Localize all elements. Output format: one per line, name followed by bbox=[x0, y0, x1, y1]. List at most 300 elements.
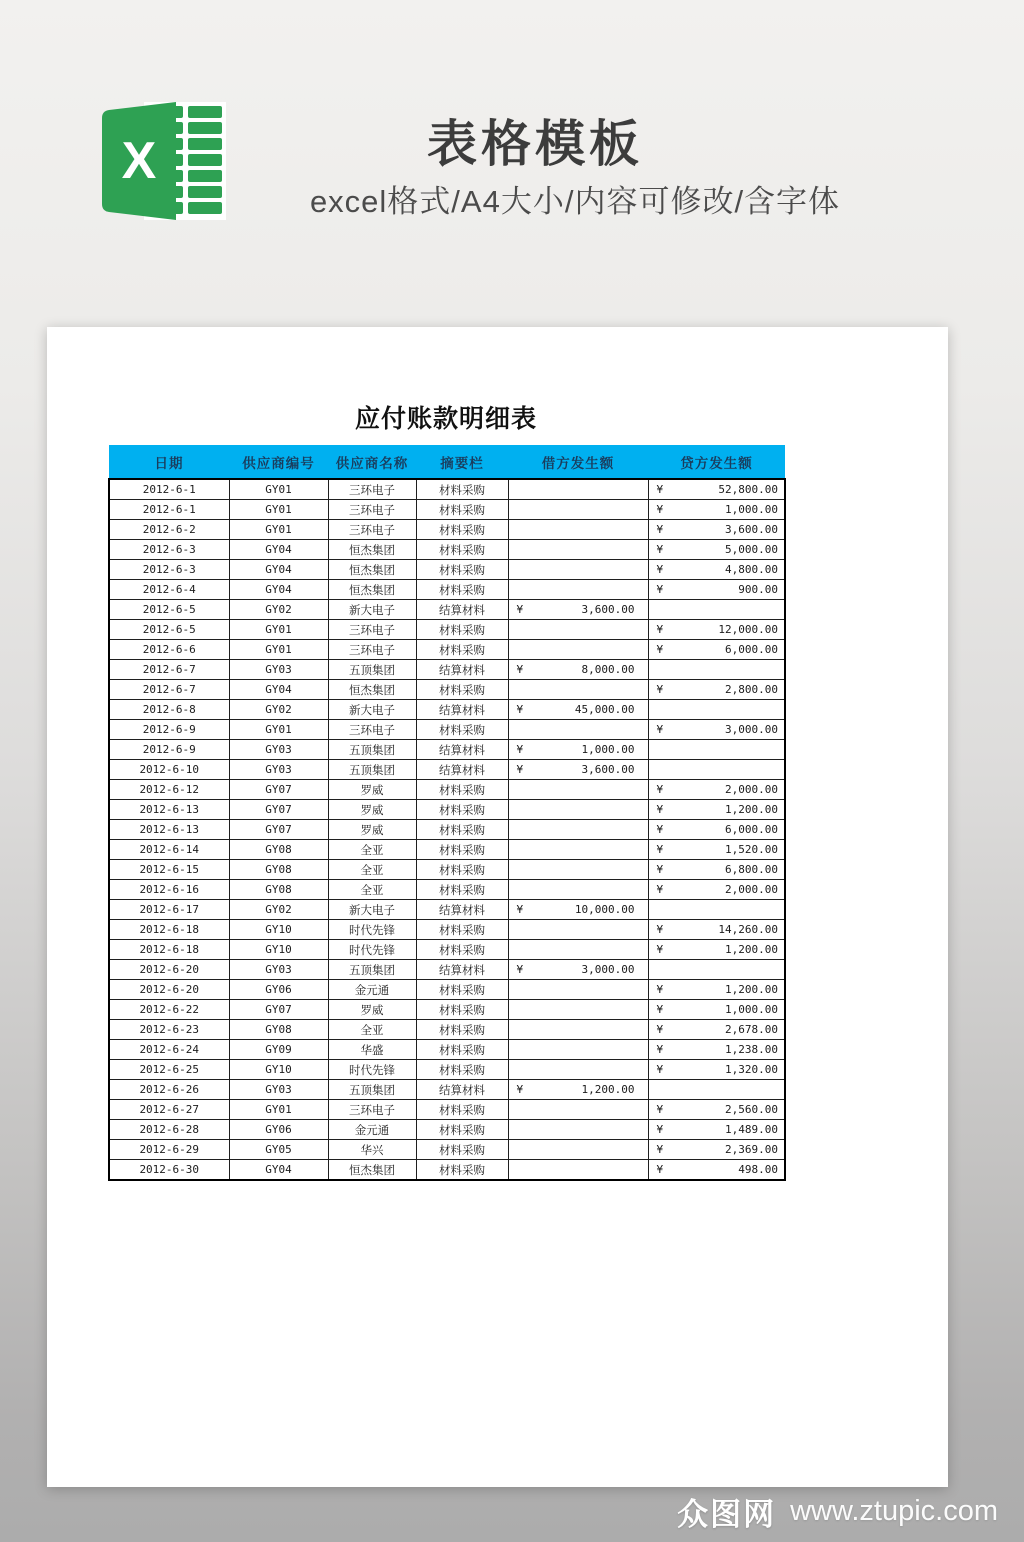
credit-amount: 14,260.00 bbox=[718, 923, 778, 936]
cell-supplier-name: 三环电子 bbox=[328, 620, 416, 640]
currency-symbol: ¥ bbox=[656, 1003, 664, 1016]
excel-x-letter: X bbox=[121, 132, 157, 190]
table-row bbox=[109, 1160, 785, 1181]
cell-credit bbox=[648, 1000, 785, 1020]
cell-supplier-code: GY04 bbox=[229, 680, 328, 700]
cell-supplier-code: GY03 bbox=[229, 760, 328, 780]
cell-date: 2012-6-13 bbox=[109, 800, 229, 820]
table-row bbox=[109, 660, 785, 680]
cell-supplier-name: 全亚 bbox=[328, 840, 416, 860]
currency-symbol: ¥ bbox=[656, 583, 664, 596]
cell-supplier-code: GY07 bbox=[229, 1000, 328, 1020]
currency-symbol: ¥ bbox=[656, 983, 664, 996]
header-row bbox=[109, 445, 785, 479]
table-row bbox=[109, 960, 785, 980]
cell-supplier-code: GY10 bbox=[229, 940, 328, 960]
cell-summary: 材料采购 bbox=[416, 880, 508, 900]
cell-date: 2012-6-14 bbox=[109, 840, 229, 860]
table-row bbox=[109, 580, 785, 600]
cell-debit bbox=[508, 860, 648, 880]
table-row bbox=[109, 1120, 785, 1140]
cell-supplier-name: 时代先锋 bbox=[328, 940, 416, 960]
currency-symbol: ¥ bbox=[656, 1143, 664, 1156]
credit-amount: 1,200.00 bbox=[725, 983, 778, 996]
cell-debit bbox=[508, 1160, 648, 1181]
column-header: 借方发生额 bbox=[508, 445, 648, 479]
cell-debit bbox=[508, 700, 648, 720]
credit-amount: 1,000.00 bbox=[725, 503, 778, 516]
cell-summary: 结算材料 bbox=[416, 600, 508, 620]
cell-supplier-name: 全亚 bbox=[328, 1020, 416, 1040]
debit-amount: 3,600.00 bbox=[581, 763, 635, 776]
cell-debit bbox=[508, 1040, 648, 1060]
cell-credit bbox=[648, 520, 785, 540]
cell-summary: 材料采购 bbox=[416, 1020, 508, 1040]
cell-summary: 材料采购 bbox=[416, 479, 508, 500]
cell-credit bbox=[648, 680, 785, 700]
cell-summary: 结算材料 bbox=[416, 900, 508, 920]
cell-summary: 结算材料 bbox=[416, 660, 508, 680]
currency-symbol: ¥ bbox=[516, 703, 524, 716]
cell-supplier-name: 恒杰集团 bbox=[328, 560, 416, 580]
cell-credit bbox=[648, 720, 785, 740]
credit-amount: 2,800.00 bbox=[725, 683, 778, 696]
cell-date: 2012-6-5 bbox=[109, 600, 229, 620]
column-header: 日期 bbox=[109, 445, 229, 479]
cell-date: 2012-6-29 bbox=[109, 1140, 229, 1160]
currency-symbol: ¥ bbox=[656, 623, 664, 636]
banner-title: 表格模板 bbox=[427, 116, 643, 172]
cell-credit bbox=[648, 940, 785, 960]
cell-supplier-code: GY02 bbox=[229, 600, 328, 620]
cell-supplier-code: GY07 bbox=[229, 800, 328, 820]
currency-symbol: ¥ bbox=[516, 1083, 524, 1096]
table-row bbox=[109, 760, 785, 780]
currency-symbol: ¥ bbox=[656, 1123, 664, 1136]
cell-debit bbox=[508, 1060, 648, 1080]
cell-supplier-code: GY08 bbox=[229, 1020, 328, 1040]
cell-debit bbox=[508, 780, 648, 800]
cell-summary: 结算材料 bbox=[416, 960, 508, 980]
credit-amount: 1,200.00 bbox=[725, 943, 778, 956]
cell-debit bbox=[508, 620, 648, 640]
currency-symbol: ¥ bbox=[656, 883, 664, 896]
cell-supplier-name: 全亚 bbox=[328, 860, 416, 880]
credit-amount: 6,000.00 bbox=[725, 643, 778, 656]
cell-debit bbox=[508, 680, 648, 700]
cell-supplier-name: 恒杰集团 bbox=[328, 580, 416, 600]
currency-symbol: ¥ bbox=[656, 843, 664, 856]
cell-summary: 结算材料 bbox=[416, 1080, 508, 1100]
cell-summary: 材料采购 bbox=[416, 540, 508, 560]
credit-amount: 5,000.00 bbox=[725, 543, 778, 556]
table-row bbox=[109, 620, 785, 640]
credit-amount: 498.00 bbox=[738, 1163, 778, 1176]
cell-summary: 结算材料 bbox=[416, 700, 508, 720]
cell-debit bbox=[508, 500, 648, 520]
table-row bbox=[109, 1040, 785, 1060]
cell-summary: 结算材料 bbox=[416, 740, 508, 760]
debit-amount: 1,000.00 bbox=[581, 743, 635, 756]
cell-debit bbox=[508, 600, 648, 620]
cell-summary: 材料采购 bbox=[416, 680, 508, 700]
cell-summary: 材料采购 bbox=[416, 980, 508, 1000]
cell-date: 2012-6-20 bbox=[109, 980, 229, 1000]
currency-symbol: ¥ bbox=[656, 523, 664, 536]
cell-date: 2012-6-24 bbox=[109, 1040, 229, 1060]
table-row bbox=[109, 860, 785, 880]
table-row bbox=[109, 720, 785, 740]
cell-supplier-name: 罗威 bbox=[328, 820, 416, 840]
cell-summary: 材料采购 bbox=[416, 1120, 508, 1140]
cell-debit bbox=[508, 1000, 648, 1020]
cell-supplier-name: 五顶集团 bbox=[328, 1080, 416, 1100]
cell-supplier-name: 时代先锋 bbox=[328, 1060, 416, 1080]
cell-supplier-name: 三环电子 bbox=[328, 500, 416, 520]
cell-credit bbox=[648, 840, 785, 860]
banner bbox=[0, 0, 1024, 240]
cell-credit bbox=[648, 1020, 785, 1040]
sheet-table bbox=[108, 445, 784, 1181]
cell-date: 2012-6-7 bbox=[109, 660, 229, 680]
cell-summary: 材料采购 bbox=[416, 640, 508, 660]
credit-amount: 2,560.00 bbox=[725, 1103, 778, 1116]
cell-supplier-name: 三环电子 bbox=[328, 640, 416, 660]
currency-symbol: ¥ bbox=[656, 563, 664, 576]
credit-amount: 1,520.00 bbox=[725, 843, 778, 856]
a4-page bbox=[47, 327, 948, 1487]
credit-amount: 1,200.00 bbox=[725, 803, 778, 816]
cell-date: 2012-6-28 bbox=[109, 1120, 229, 1140]
table-row bbox=[109, 700, 785, 720]
cell-summary: 材料采购 bbox=[416, 620, 508, 640]
table-row bbox=[109, 560, 785, 580]
sheet-title: 应付账款明细表 bbox=[354, 405, 537, 433]
cell-date: 2012-6-25 bbox=[109, 1060, 229, 1080]
cell-debit bbox=[508, 820, 648, 840]
cell-debit bbox=[508, 660, 648, 680]
cell-summary: 材料采购 bbox=[416, 720, 508, 740]
table-row bbox=[109, 980, 785, 1000]
table-row bbox=[109, 680, 785, 700]
table-row bbox=[109, 1100, 785, 1120]
cell-supplier-code: GY01 bbox=[229, 640, 328, 660]
currency-symbol: ¥ bbox=[516, 603, 524, 616]
cell-supplier-code: GY02 bbox=[229, 900, 328, 920]
cell-credit bbox=[648, 780, 785, 800]
ztupic-logo: 众图网 bbox=[677, 1497, 777, 1532]
cell-date: 2012-6-1 bbox=[109, 479, 229, 500]
cell-date: 2012-6-18 bbox=[109, 920, 229, 940]
cell-date: 2012-6-3 bbox=[109, 540, 229, 560]
column-header: 供应商编号 bbox=[229, 445, 328, 479]
column-header: 供应商名称 bbox=[328, 445, 416, 479]
currency-symbol: ¥ bbox=[516, 663, 524, 676]
cell-supplier-code: GY04 bbox=[229, 540, 328, 560]
cell-credit bbox=[648, 500, 785, 520]
cell-supplier-code: GY01 bbox=[229, 1100, 328, 1120]
cell-supplier-name: 华兴 bbox=[328, 1140, 416, 1160]
cell-supplier-name: 金元通 bbox=[328, 1120, 416, 1140]
currency-symbol: ¥ bbox=[656, 783, 664, 796]
cell-credit bbox=[648, 640, 785, 660]
currency-symbol: ¥ bbox=[656, 1163, 664, 1176]
table-row bbox=[109, 780, 785, 800]
credit-amount: 2,000.00 bbox=[725, 883, 778, 896]
cell-supplier-name: 罗威 bbox=[328, 1000, 416, 1020]
cell-credit bbox=[648, 760, 785, 780]
cell-supplier-name: 新大电子 bbox=[328, 700, 416, 720]
credit-amount: 1,489.00 bbox=[725, 1123, 778, 1136]
cell-debit bbox=[508, 720, 648, 740]
cell-credit bbox=[648, 900, 785, 920]
cell-date: 2012-6-5 bbox=[109, 620, 229, 640]
cell-date: 2012-6-13 bbox=[109, 820, 229, 840]
table-row bbox=[109, 740, 785, 760]
cell-debit bbox=[508, 580, 648, 600]
watermark bbox=[677, 1489, 998, 1534]
credit-amount: 1,000.00 bbox=[725, 1003, 778, 1016]
debit-amount: 10,000.00 bbox=[574, 903, 635, 916]
credit-amount: 12,000.00 bbox=[718, 623, 778, 636]
table-row bbox=[109, 940, 785, 960]
cell-debit bbox=[508, 740, 648, 760]
cell-debit bbox=[508, 1140, 648, 1160]
currency-symbol: ¥ bbox=[656, 483, 664, 496]
cell-date: 2012-6-9 bbox=[109, 720, 229, 740]
cell-supplier-code: GY01 bbox=[229, 500, 328, 520]
cell-supplier-name: 恒杰集团 bbox=[328, 680, 416, 700]
cell-credit bbox=[648, 700, 785, 720]
cell-supplier-code: GY02 bbox=[229, 700, 328, 720]
currency-symbol: ¥ bbox=[656, 643, 664, 656]
table-row bbox=[109, 800, 785, 820]
currency-symbol: ¥ bbox=[656, 943, 664, 956]
currency-symbol: ¥ bbox=[656, 1023, 664, 1036]
cell-debit bbox=[508, 960, 648, 980]
ztupic-url: www.ztupic.com bbox=[790, 1495, 998, 1527]
cell-supplier-code: GY03 bbox=[229, 1080, 328, 1100]
cell-credit bbox=[648, 920, 785, 940]
cell-debit bbox=[508, 560, 648, 580]
currency-symbol: ¥ bbox=[656, 723, 664, 736]
cell-supplier-name: 三环电子 bbox=[328, 479, 416, 500]
currency-symbol: ¥ bbox=[656, 683, 664, 696]
table-row bbox=[109, 1140, 785, 1160]
cell-debit bbox=[508, 1080, 648, 1100]
sheet-body bbox=[109, 479, 785, 1180]
cell-debit bbox=[508, 479, 648, 500]
currency-symbol: ¥ bbox=[516, 903, 524, 916]
cell-date: 2012-6-26 bbox=[109, 1080, 229, 1100]
cell-date: 2012-6-4 bbox=[109, 580, 229, 600]
cell-credit bbox=[648, 800, 785, 820]
cell-credit bbox=[648, 980, 785, 1000]
cell-supplier-code: GY03 bbox=[229, 660, 328, 680]
table-row bbox=[109, 1020, 785, 1040]
cell-credit bbox=[648, 580, 785, 600]
cell-supplier-code: GY06 bbox=[229, 980, 328, 1000]
currency-symbol: ¥ bbox=[656, 1063, 664, 1076]
cell-summary: 材料采购 bbox=[416, 500, 508, 520]
cell-supplier-code: GY08 bbox=[229, 840, 328, 860]
cell-supplier-name: 罗威 bbox=[328, 780, 416, 800]
cell-date: 2012-6-30 bbox=[109, 1160, 229, 1181]
currency-symbol: ¥ bbox=[656, 1103, 664, 1116]
cell-supplier-name: 五顶集团 bbox=[328, 760, 416, 780]
credit-amount: 6,800.00 bbox=[725, 863, 778, 876]
currency-symbol: ¥ bbox=[516, 763, 524, 776]
cell-date: 2012-6-3 bbox=[109, 560, 229, 580]
table-row bbox=[109, 840, 785, 860]
cell-date: 2012-6-8 bbox=[109, 700, 229, 720]
debit-amount: 3,000.00 bbox=[581, 963, 635, 976]
table-row bbox=[109, 540, 785, 560]
credit-amount: 3,600.00 bbox=[725, 523, 778, 536]
cell-supplier-code: GY10 bbox=[229, 920, 328, 940]
credit-amount: 6,000.00 bbox=[725, 823, 778, 836]
credit-amount: 2,678.00 bbox=[725, 1023, 778, 1036]
cell-credit bbox=[648, 960, 785, 980]
cell-summary: 材料采购 bbox=[416, 580, 508, 600]
table-row bbox=[109, 1060, 785, 1080]
cell-summary: 材料采购 bbox=[416, 820, 508, 840]
cell-date: 2012-6-2 bbox=[109, 520, 229, 540]
cell-summary: 材料采购 bbox=[416, 520, 508, 540]
cell-credit bbox=[648, 1120, 785, 1140]
currency-symbol: ¥ bbox=[656, 1043, 664, 1056]
cell-date: 2012-6-10 bbox=[109, 760, 229, 780]
credit-amount: 2,369.00 bbox=[725, 1143, 778, 1156]
cell-supplier-code: GY05 bbox=[229, 1140, 328, 1160]
cell-supplier-code: GY09 bbox=[229, 1040, 328, 1060]
debit-amount: 1,200.00 bbox=[581, 1083, 635, 1096]
column-header: 摘要栏 bbox=[416, 445, 508, 479]
cell-supplier-name: 新大电子 bbox=[328, 900, 416, 920]
credit-amount: 52,800.00 bbox=[718, 483, 778, 496]
cell-debit bbox=[508, 920, 648, 940]
cell-supplier-code: GY07 bbox=[229, 780, 328, 800]
cell-debit bbox=[508, 840, 648, 860]
cell-credit bbox=[648, 479, 785, 500]
cell-date: 2012-6-1 bbox=[109, 500, 229, 520]
currency-symbol: ¥ bbox=[516, 743, 524, 756]
cell-debit bbox=[508, 1020, 648, 1040]
cell-summary: 材料采购 bbox=[416, 840, 508, 860]
debit-amount: 3,600.00 bbox=[581, 603, 635, 616]
cell-debit bbox=[508, 520, 648, 540]
table-row bbox=[109, 520, 785, 540]
cell-supplier-name: 时代先锋 bbox=[328, 920, 416, 940]
cell-supplier-code: GY01 bbox=[229, 620, 328, 640]
cell-credit bbox=[648, 880, 785, 900]
cell-summary: 材料采购 bbox=[416, 560, 508, 580]
cell-date: 2012-6-27 bbox=[109, 1100, 229, 1120]
excel-icon bbox=[88, 100, 230, 222]
cell-supplier-code: GY06 bbox=[229, 1120, 328, 1140]
credit-amount: 1,238.00 bbox=[725, 1043, 778, 1056]
cell-supplier-code: GY04 bbox=[229, 560, 328, 580]
cell-supplier-name: 五顶集团 bbox=[328, 660, 416, 680]
cell-summary: 材料采购 bbox=[416, 1100, 508, 1120]
cell-supplier-name: 三环电子 bbox=[328, 1100, 416, 1120]
cell-credit bbox=[648, 540, 785, 560]
cell-summary: 材料采购 bbox=[416, 800, 508, 820]
debit-amount: 45,000.00 bbox=[574, 703, 635, 716]
table-row bbox=[109, 1080, 785, 1100]
cell-date: 2012-6-12 bbox=[109, 780, 229, 800]
debit-amount: 8,000.00 bbox=[581, 663, 635, 676]
table-row bbox=[109, 920, 785, 940]
credit-amount: 4,800.00 bbox=[725, 563, 778, 576]
cell-credit bbox=[648, 1060, 785, 1080]
cell-summary: 材料采购 bbox=[416, 780, 508, 800]
credit-amount: 900.00 bbox=[738, 583, 778, 596]
cell-supplier-code: GY08 bbox=[229, 860, 328, 880]
column-header: 贷方发生额 bbox=[648, 445, 785, 479]
cell-credit bbox=[648, 740, 785, 760]
cell-summary: 材料采购 bbox=[416, 860, 508, 880]
cell-date: 2012-6-17 bbox=[109, 900, 229, 920]
cell-supplier-code: GY08 bbox=[229, 880, 328, 900]
currency-symbol: ¥ bbox=[656, 543, 664, 556]
cell-date: 2012-6-6 bbox=[109, 640, 229, 660]
table-row bbox=[109, 640, 785, 660]
cell-date: 2012-6-7 bbox=[109, 680, 229, 700]
cell-date: 2012-6-18 bbox=[109, 940, 229, 960]
table-row bbox=[109, 1000, 785, 1020]
table-row bbox=[109, 900, 785, 920]
cell-supplier-name: 五顶集团 bbox=[328, 740, 416, 760]
table-row bbox=[109, 880, 785, 900]
cell-summary: 结算材料 bbox=[416, 760, 508, 780]
cell-supplier-code: GY07 bbox=[229, 820, 328, 840]
cell-debit bbox=[508, 900, 648, 920]
cell-supplier-name: 恒杰集团 bbox=[328, 1160, 416, 1181]
cell-summary: 材料采购 bbox=[416, 1140, 508, 1160]
cell-debit bbox=[508, 880, 648, 900]
cell-supplier-name: 罗威 bbox=[328, 800, 416, 820]
currency-symbol: ¥ bbox=[656, 863, 664, 876]
cell-supplier-name: 三环电子 bbox=[328, 520, 416, 540]
cell-credit bbox=[648, 1100, 785, 1120]
cell-supplier-code: GY03 bbox=[229, 740, 328, 760]
credit-amount: 3,000.00 bbox=[725, 723, 778, 736]
cell-date: 2012-6-20 bbox=[109, 960, 229, 980]
cell-summary: 材料采购 bbox=[416, 1000, 508, 1020]
currency-symbol: ¥ bbox=[656, 923, 664, 936]
cell-summary: 材料采购 bbox=[416, 920, 508, 940]
cell-credit bbox=[648, 1160, 785, 1181]
credit-amount: 1,320.00 bbox=[725, 1063, 778, 1076]
cell-date: 2012-6-23 bbox=[109, 1020, 229, 1040]
cell-summary: 材料采购 bbox=[416, 940, 508, 960]
cell-credit bbox=[648, 1040, 785, 1060]
cell-summary: 材料采购 bbox=[416, 1160, 508, 1181]
table-row bbox=[109, 500, 785, 520]
cell-credit bbox=[648, 860, 785, 880]
cell-supplier-name: 恒杰集团 bbox=[328, 540, 416, 560]
cell-supplier-name: 华盛 bbox=[328, 1040, 416, 1060]
cell-credit bbox=[648, 560, 785, 580]
cell-credit bbox=[648, 1140, 785, 1160]
cell-supplier-code: GY04 bbox=[229, 580, 328, 600]
cell-date: 2012-6-16 bbox=[109, 880, 229, 900]
cell-debit bbox=[508, 980, 648, 1000]
cell-debit bbox=[508, 540, 648, 560]
currency-symbol: ¥ bbox=[656, 823, 664, 836]
cell-debit bbox=[508, 800, 648, 820]
